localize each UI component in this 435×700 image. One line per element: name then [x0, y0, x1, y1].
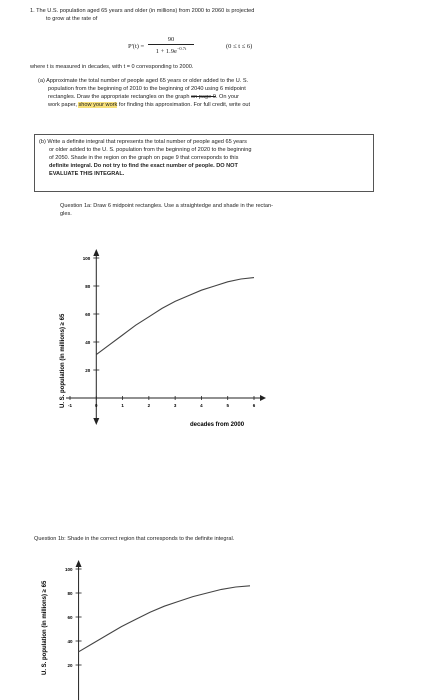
part-a-line-3: rectangles. Draw the appropriate rectangles on the graph on page 9. On your [48, 94, 239, 100]
part-b-line-4: definite integral. Do not try to find the exact number of people. DO NOT [49, 163, 238, 169]
part-a-line-2: population from the beginning of 2010 to the beginning of 2040 using 6 midpoint [48, 86, 246, 92]
part-b-box [34, 134, 374, 192]
y-tick-label: 60 [67, 615, 73, 620]
y-tick-label: 40 [67, 639, 73, 644]
x-tick-label: 5 [226, 403, 229, 408]
graph-1b [30, 555, 260, 700]
x-tick-label: 3 [173, 403, 177, 408]
highlighted-text: show your work [78, 102, 118, 108]
y-tick-label: 100 [82, 256, 91, 261]
part-b-line-3: of 2050. Shade in the region on the graph on page 9 that corresponds to this [49, 155, 239, 161]
y-tick-label: 80 [67, 591, 73, 596]
formula-denominator [148, 45, 194, 55]
y-axis-arrow [76, 560, 82, 567]
question-1b-label: Question 1b: Shade in the correct region that corresponds to the definite integral. [34, 536, 235, 542]
series-line [96, 278, 254, 355]
y-tick-label: 80 [85, 284, 91, 289]
where-line: where t is measured in decades, with t = 0 corresponding to 2000. [30, 64, 194, 70]
part-a-line-4: work paper, show your work for finding this approximation. For full credit, write out [48, 102, 251, 108]
formula-fraction [148, 36, 194, 55]
x-tick-label: -1 [67, 403, 73, 408]
part-b-line-2: or older added to the U. S. population from the beginning of 2020 to the beginning [49, 147, 252, 153]
part-b-line-5: EVALUATE THIS INTEGRAL. [49, 171, 125, 177]
y-tick-label: 20 [67, 663, 73, 668]
series-line [79, 586, 250, 652]
formula-lhs: P'(t) = [128, 43, 145, 50]
x-tick-label: 4 [200, 403, 203, 408]
question-1a-label: Question 1a: Draw 6 midpoint rectangles. Use a straightedge and shade in the rectan- [60, 203, 273, 209]
problem-line-2: to grow at the rate of [46, 16, 98, 22]
formula-exponent: −0.7t [176, 46, 187, 51]
formula-domain: (0 ≤ t ≤ 6) [226, 43, 253, 50]
y-axis-label: U. S. population (in millions) ≥ 65 [60, 313, 66, 408]
y-tick-label: 20 [85, 368, 91, 373]
problem-line-1: 1. The U.S. population aged 65 years and older (in millions) from 2000 to 2060 is projected [30, 8, 255, 14]
rate-formula [128, 36, 268, 58]
formula-numerator: 90 [148, 36, 194, 45]
y-axis-label: U. S. population (in millions) ≥ 65 [42, 580, 48, 675]
x-axis-arrow [260, 395, 266, 401]
formula-den-base: 1 + 1.9e [155, 48, 177, 56]
x-tick-label: 1 [121, 403, 124, 408]
part-a-line-1: (a) Approximate the total number of people aged 65 years or older added to the U. S. [38, 78, 249, 84]
y-axis-arrow [93, 249, 99, 256]
x-tick-label: 6 [252, 403, 256, 408]
struck-text: on page 9 [191, 94, 216, 100]
y-tick-label: 60 [85, 312, 91, 317]
y-tick-label: 100 [65, 567, 73, 572]
x-axis-label: decades from 2000 [190, 422, 245, 428]
question-1a-label-2: gles. [60, 211, 72, 217]
x-tick-label: 0 [95, 403, 98, 408]
graph-1a [40, 240, 270, 440]
x-tick-label: 2 [147, 403, 151, 408]
y-axis-down-arrow [93, 418, 99, 425]
part-b-line-1: (b) Write a definite integral that represents the total number of people aged 65 years [39, 139, 247, 145]
y-tick-label: 40 [85, 340, 91, 345]
